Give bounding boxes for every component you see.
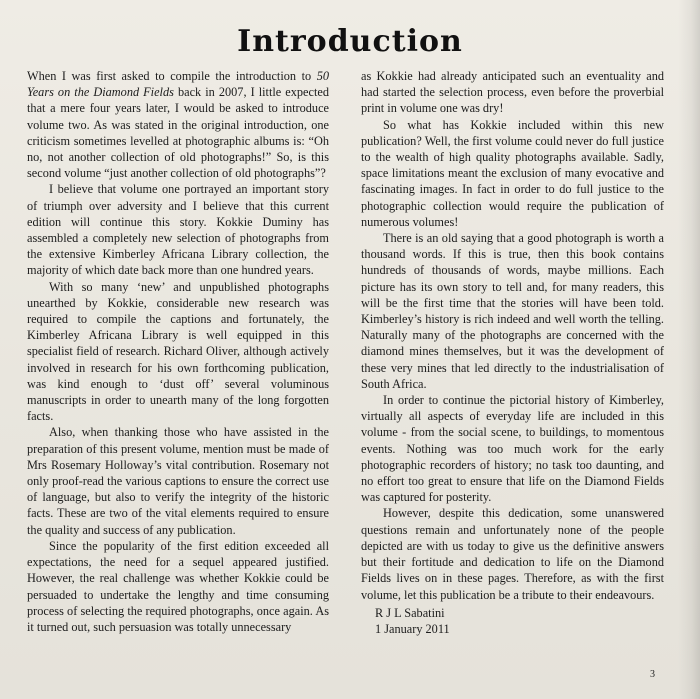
signature-date: 1 January 2011: [375, 621, 450, 636]
paragraph-5-continued: as Kokkie had already anticipated such an eventuality and had started the selection process, even before the proverbial print in volume one was dry!: [361, 69, 664, 116]
paragraph-3: With so many ‘new’ and unpublished photographs unearthed by Kokkie, considerable new research was required to compile the captions and fortunately, the Kimberley Africana Library is well equipped in this specialist field of research. Richard Oliver, although actively involved in research for his own forthcoming publication, was kind enough to ‘dust off’ several voluminous manuscripts in order to unearth many of the long forgotten facts.: [27, 279, 329, 424]
page-number: 3: [650, 669, 655, 680]
paragraph-2: I believe that volume one portrayed an important story of triumph over adversity and I believe that this current edition will continue this story. Kokkie Duminy has assembled a completely new selection of photographs from the extensive Kimberley Africana Library collection, the majority of which date back more than one hundred years.: [27, 182, 329, 278]
signature-name: R J L Sabatini: [375, 605, 445, 620]
paragraph-7: There is an old saying that a good photograph is worth a thousand words. If this is true, then this book contains hundreds of thousands of words, maybe millions. Each picture has its own story to tell and, for many readers, this will be the first time that the stories will have been told. Kimberley’s history is rich indeed and well worth the telling. Naturally many of the photographs are concerned with the diamond mines themselves, but it was the development of these very mines that led directly to the industrialisation of South Africa.: [361, 231, 664, 391]
right-column: [361, 68, 664, 637]
book-title-italic: 50 Years on the Diamond Fields: [27, 69, 329, 100]
left-column: [27, 68, 329, 635]
paragraph-1-text-a: When I was first asked to compile the introduction to: [27, 69, 317, 83]
paragraph-9: However, despite this dedication, some unanswered questions remain and unfortunately none of the people depicted are with us today to give us the definitive answers but their fortitude and dedication to life on the Diamond Fields lives on in these pages. Therefore, as with the first volume, let this publication be a tribute to their endeavours.: [361, 506, 664, 602]
paragraph-8: In order to continue the pictorial history of Kimberley, virtually all aspects of everyday life are included in this volume - from the social scene, to buildings, to momentous events. Nothing was too much work for the early photographic recorders of history; no task too daunting, and no effort too great to ensure that life on the Diamond Fields was captured for posterity.: [361, 393, 664, 505]
paragraph-6: So what has Kokkie included within this new publication? Well, the first volume could never do full justice to the wealth of high quality photographs available. Sadly, space limitations meant the exclusion of many evocative and fascinating images. In fact in order to do full justice to the photographic collection would require the publication of numerous volumes!: [361, 117, 664, 229]
paragraph-1: [27, 68, 329, 181]
signature-block: [375, 605, 664, 637]
page-fold-shadow: [678, 0, 700, 699]
page-title: Introduction: [237, 24, 463, 59]
paragraph-1-text-b: back in 2007, I little expected that a mere four years later, I would be asked to introduce volume two. As was stated in the original introduction, one criticism sometimes levelled at photographic albums is: “Oh no, not another collection of old photographs!” So, is this second volume “just another collection of old photographs”?: [27, 85, 329, 181]
paragraph-5: Since the popularity of the first edition exceeded all expectations, the need for a sequel appeared justified. However, the real challenge was whether Kokkie could be persuaded to undertake the lengthy and time consuming process of selecting the required photographs, once again. As it turned out, such persuasion was totally unnecessary: [27, 538, 329, 634]
paragraph-4: Also, when thanking those who have assisted in the preparation of this present volume, mention must be made of Mrs Rosemary Holloway’s vital contribution. Rosemary not only proof-read the various captions to ensure the correct use of language, but also to verify the integrity of the historic facts. These are two of the vital elements required to ensure the quality and success of any publication.: [27, 425, 329, 537]
